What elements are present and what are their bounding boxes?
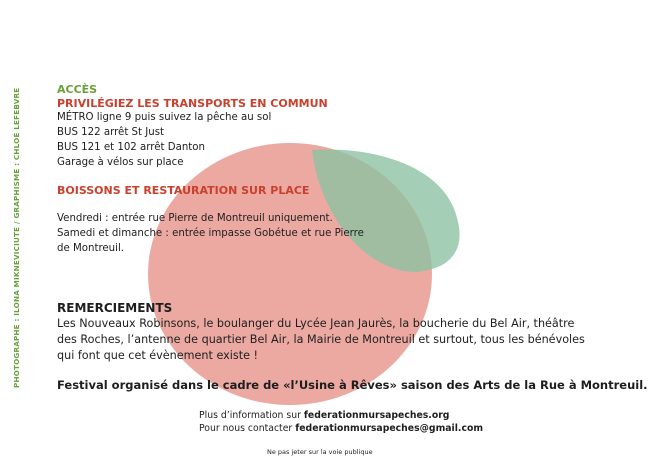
remerciements-line: Les Nouveaux Robinsons, le boulanger du Lycée Jean Jaurès, la boucherie du Bel Air, théâtre (57, 317, 575, 330)
boissons-line: de Montreuil. (57, 243, 125, 254)
festival-statement: Festival organisé dans le cadre de «l’Usine à Rêves» saison des Arts de la Rue à Montreuil. (57, 378, 648, 392)
footer-note: Ne pas jeter sur la voie publique (267, 448, 373, 456)
remerciements-line: des Roches, l’antenne de quartier Bel Air, la Mairie de Montreuil et surtout, tous les bénévoles (57, 333, 585, 346)
boissons-list (57, 211, 364, 256)
remerciements-heading: REMERCIEMENTS (57, 301, 173, 315)
boissons-line: Samedi et dimanche : entrée impasse Gobétue et rue Pierre (57, 228, 364, 239)
remerciements-line: qui font que cet évènement existe ! (57, 349, 259, 362)
boissons-line: Vendredi : entrée rue Pierre de Montreuil uniquement. (57, 213, 333, 224)
transport-line: BUS 122 arrêt St Just (57, 127, 165, 138)
boissons-heading: BOISSONS ET RESTAURATION SUR PLACE (57, 184, 310, 197)
contact-label: Pour nous contacter (199, 423, 296, 434)
email-link[interactable]: federationmursapeches@gmail.com (295, 423, 484, 434)
info-line (199, 409, 449, 423)
transport-list (57, 110, 271, 170)
credits-vertical: PHOTOGRAPHE : ILONA MIKNEVICIUTE / GRAPHISME : CHLOÉ LEFEBVRE (12, 87, 21, 388)
info-label: Plus d’information sur (199, 410, 304, 421)
remerciements-text (57, 316, 617, 364)
transport-line: Garage à vélos sur place (57, 157, 184, 168)
transport-line: MÉTRO ligne 9 puis suivez la pêche au sol (57, 112, 272, 123)
contact-line (199, 422, 483, 436)
transport-heading: PRIVILÉGIEZ LES TRANSPORTS EN COMMUN (57, 97, 328, 110)
transport-line: BUS 121 et 102 arrêt Danton (57, 142, 205, 153)
acces-heading: ACCÈS (57, 83, 98, 96)
website-link[interactable]: federationmursapeches.org (303, 410, 450, 421)
